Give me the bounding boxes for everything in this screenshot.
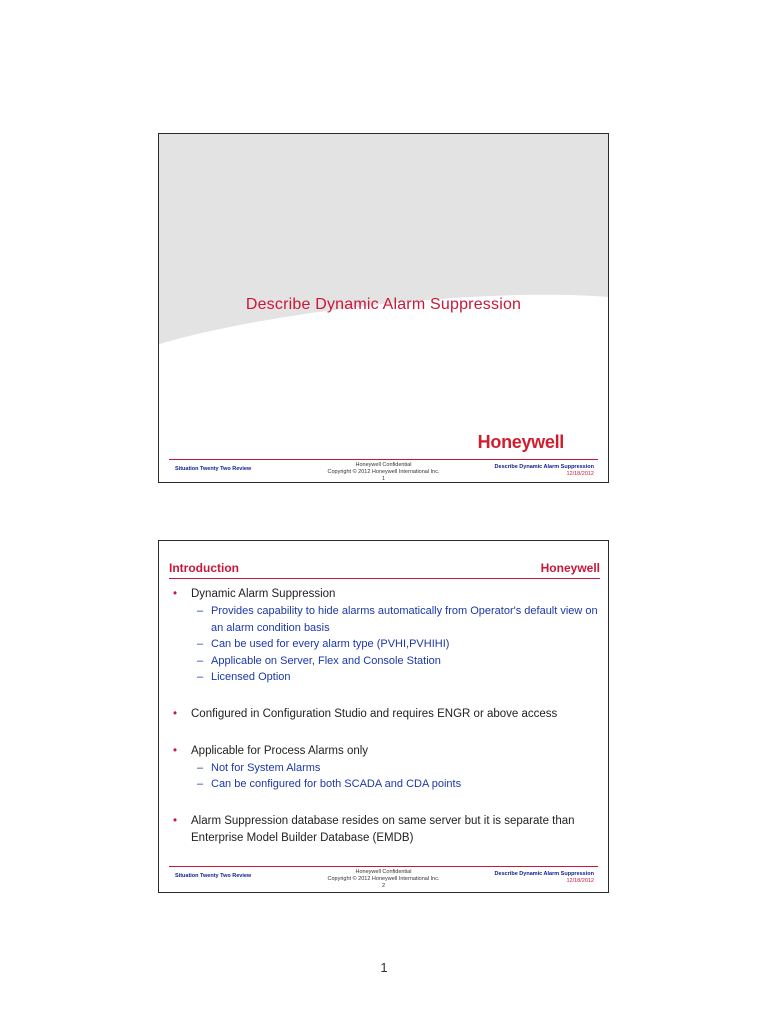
- bullet-item: • Alarm Suppression database resides on same server but it is separate than Enterprise Model Builder Database (EMDB): [171, 813, 598, 847]
- header-divider: [169, 578, 600, 579]
- sub-bullet-item: – Can be configured for both SCADA and CDA points: [171, 776, 598, 793]
- bullet-item: • Configured in Configuration Studio and requires ENGR or above access: [171, 706, 598, 723]
- footer-right-title: Describe Dynamic Alarm Suppression: [494, 464, 594, 470]
- confidential-label: Honeywell Confidential: [355, 462, 412, 468]
- slide-1: [158, 133, 609, 483]
- page-number: 1: [380, 960, 388, 975]
- slide-title: Describe Dynamic Alarm Suppression: [245, 296, 522, 313]
- sub-bullet-item: – Can be used for every alarm type (PVHI,PVHIHI): [171, 636, 598, 653]
- footer-date: 12/18/2012: [566, 471, 594, 477]
- slide-title: Introduction: [169, 561, 239, 575]
- copyright-text: Copyright © 2012 Honeywell International Inc.: [327, 469, 440, 475]
- footer-left-text: Situation Twenty Two Review: [175, 873, 252, 879]
- sub-bullet-item: – Licensed Option: [171, 669, 598, 686]
- sub-bullet-item: – Provides capability to hide alarms automatically from Operator's default view on an alarm condition basis: [171, 603, 598, 636]
- slide-header: [169, 561, 600, 579]
- sub-bullet-item: – Not for System Alarms: [171, 760, 598, 777]
- footer-date: 12/18/2012: [566, 878, 594, 884]
- honeywell-logo: Honeywell: [540, 561, 600, 575]
- slide-footer: [169, 866, 598, 890]
- confidential-label: Honeywell Confidential: [355, 869, 412, 875]
- footer-right: [495, 464, 594, 478]
- footer-right: [495, 871, 594, 885]
- bullet-item: • Applicable for Process Alarms only: [171, 743, 598, 760]
- honeywell-logo: Honeywell: [477, 432, 564, 452]
- slide-footer: [169, 459, 598, 483]
- copyright-text: Copyright © 2012 Honeywell International Inc.: [327, 876, 440, 882]
- bullet-item: • Dynamic Alarm Suppression: [171, 586, 598, 603]
- footer-left-text: Situation Twenty Two Review: [175, 466, 252, 472]
- footer-right-title: Describe Dynamic Alarm Suppression: [494, 871, 594, 877]
- bullet-list: [171, 586, 598, 847]
- slide-2: [158, 540, 609, 893]
- slide-number: 2: [381, 883, 386, 889]
- slide-number: 1: [381, 476, 386, 482]
- sub-bullet-item: – Applicable on Server, Flex and Console Station: [171, 653, 598, 670]
